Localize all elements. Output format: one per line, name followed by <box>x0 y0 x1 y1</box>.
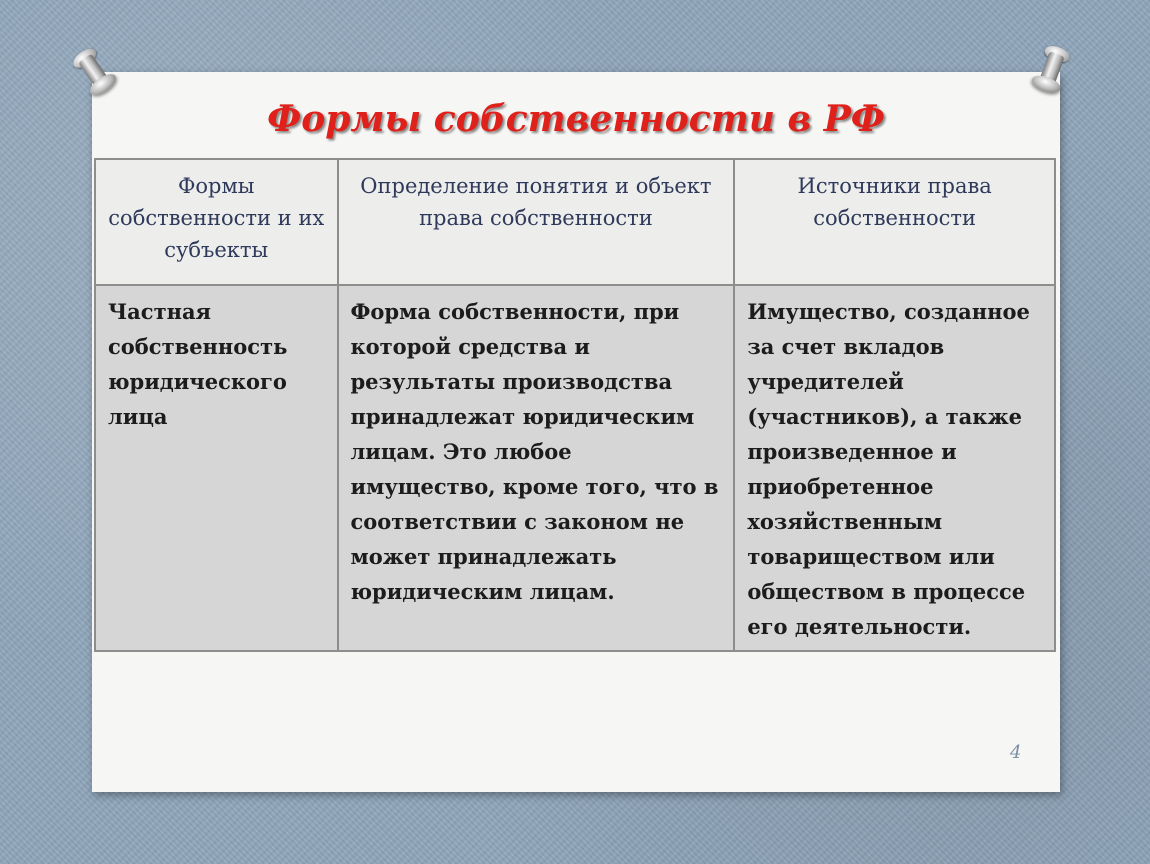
cell-property-form: Частная собственность юридического лица <box>95 285 338 651</box>
table-row <box>95 285 1055 651</box>
property-forms-table <box>94 158 1056 652</box>
cell-sources: Имущество, созданное за счет вкладов учредителей (участников), а также произведенное и приобретенное хозяйственным товариществом или обществом в процессе его деятельности. <box>734 285 1055 651</box>
table-header-row <box>95 159 1055 285</box>
header-definition-and-object: Определение понятия и объект права собственности <box>338 159 735 285</box>
header-forms-and-subjects: Формы собственности и их субъекты <box>95 159 338 285</box>
cell-definition: Форма собственности, при которой средства и результаты производства принадлежат юридическим лицам. Это любое имущество, кроме того, что в соответствии с законом не может принадлежать юридическим лицам. <box>338 285 735 651</box>
header-sources-of-right: Источники права собственности <box>734 159 1055 285</box>
page-number: 4 <box>1010 742 1022 763</box>
pushpin-icon <box>1026 42 1075 101</box>
slide-title: Формы собственности в РФ <box>267 98 885 140</box>
